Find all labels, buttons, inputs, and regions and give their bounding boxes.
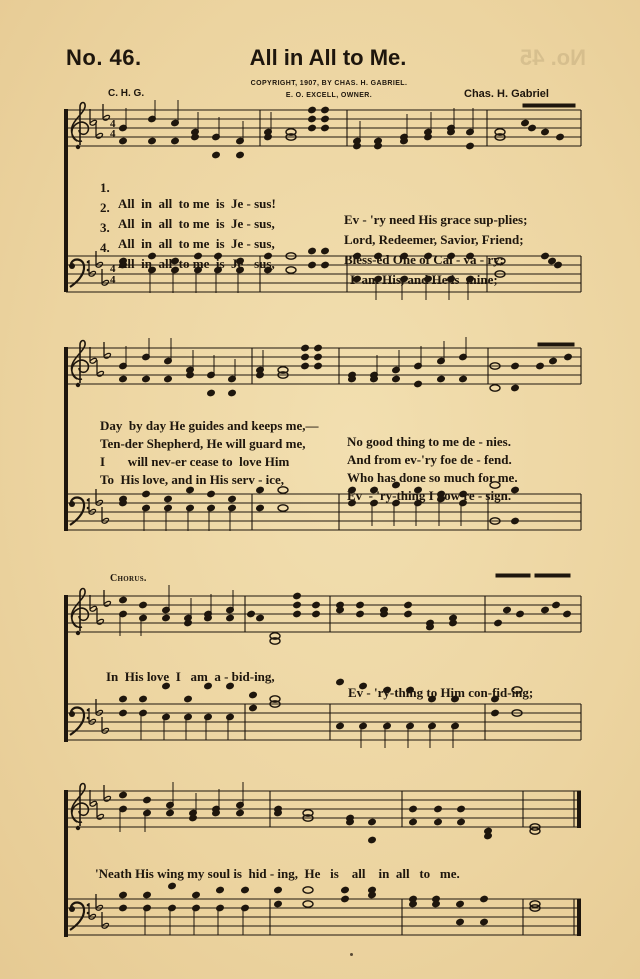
lyric-line: 'Neath His wing my soul is hid - ing, He is all in all to me. <box>95 866 460 881</box>
lyric-second-half: And from ev-'ry foe de - fend. <box>347 452 512 467</box>
copyright-owner: E. O. EXCELL, OWNER. <box>285 92 373 99</box>
lyric-first-half: All in all to me is Je - sus! <box>118 196 276 211</box>
lyric-first-half: All in all to me is Je - sus, <box>118 256 275 271</box>
svg-text:4: 4 <box>110 118 116 130</box>
lyric-second-half: Ev - 'ry-thing to Him con-fid-ing; <box>348 685 534 700</box>
lyric-second-half: I am His, and He is mine; <box>350 272 498 287</box>
chorus-lyrics-1 <box>106 653 534 701</box>
lyric-first-half: Day by day He guides and keeps me,— <box>100 418 319 433</box>
svg-text:4: 4 <box>110 274 116 286</box>
lyric-second-half: Lord, Redeemer, Savior, Friend; <box>344 232 524 247</box>
lyric-second-half: Bless-ed One of Cal - va - ry; <box>344 252 504 267</box>
chorus-lyrics-2 <box>95 850 460 882</box>
hymn-number: No. 46. <box>66 45 142 70</box>
lyricist-initials: C. H. G. <box>108 88 145 99</box>
verse-number: 3. <box>100 220 110 235</box>
copyright-notice: COPYRIGHT, 1907, BY CHAS. H. GABRIEL. <box>250 80 408 87</box>
system-4 <box>64 782 581 937</box>
svg-text:4: 4 <box>110 263 116 275</box>
paper-speck <box>350 953 353 956</box>
lyric-first-half: In His love I am a - bid-ing, <box>106 669 275 684</box>
lyric-second-half: No good thing to me de - nies. <box>347 434 511 449</box>
verse-number: 4. <box>100 240 110 255</box>
verse-number: 2. <box>100 200 110 215</box>
lyric-second-half: Ev - 'ry need His grace sup-plies; <box>344 212 528 227</box>
composer-name: Chas. H. Gabriel <box>464 88 549 100</box>
system-3 <box>64 574 581 748</box>
lyric-second-half: Ev - 'ry-thing I now re - sign. <box>347 488 512 503</box>
bleed-through-text: No. 45 <box>520 45 587 70</box>
lyric-first-half: To His love, and in His serv - ice, <box>100 472 285 487</box>
verse-number: 1. <box>100 180 110 195</box>
lyric-first-half: All in all to me is Je - sus, <box>118 216 275 231</box>
chorus-label: Chorus. <box>110 573 147 584</box>
lyric-first-half: Ten-der Shepherd, He will guard me, <box>100 436 306 451</box>
lyric-second-half: Who has done so much for me. <box>347 470 518 485</box>
lyric-first-half: All in all to me is Je - sus, <box>118 236 275 251</box>
hymn-title: All in All to Me. <box>249 45 407 70</box>
lyric-first-half: I will nev-er cease to love Him <box>100 454 290 469</box>
svg-text:4: 4 <box>110 128 116 140</box>
